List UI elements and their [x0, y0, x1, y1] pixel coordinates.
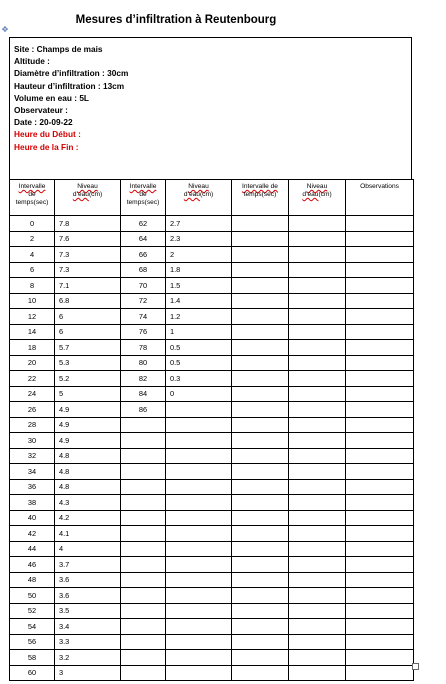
cell-niveau [289, 355, 346, 371]
cell-interval: 8 [10, 278, 55, 294]
cell-niveau: 4.1 [55, 526, 121, 542]
cell-interval: 68 [121, 262, 166, 278]
cell-niveau: 7.3 [55, 247, 121, 263]
cell-interval: 54 [10, 619, 55, 635]
cell-interval [232, 495, 289, 511]
cell-interval [232, 634, 289, 650]
info-line: Altitude : [14, 56, 50, 67]
cell-niveau: 0 [166, 386, 232, 402]
cell-interval: 64 [121, 231, 166, 247]
cell-niveau [166, 603, 232, 619]
cell-niveau: 1.2 [166, 309, 232, 325]
cell-interval [121, 619, 166, 635]
cell-niveau: 1.8 [166, 262, 232, 278]
header-interval-3: Intervalle de temps(sec) [232, 180, 289, 216]
cell-observations [346, 309, 414, 325]
cell-niveau: 7.3 [55, 262, 121, 278]
cell-niveau: 6 [55, 324, 121, 340]
header-interval-2: Intervalle de temps(sec) [121, 180, 166, 216]
cell-interval: 76 [121, 324, 166, 340]
cell-interval: 38 [10, 495, 55, 511]
cell-interval: 30 [10, 433, 55, 449]
cell-interval [232, 293, 289, 309]
cell-niveau [289, 526, 346, 542]
cell-observations [346, 495, 414, 511]
cell-observations [346, 402, 414, 418]
cell-interval [232, 510, 289, 526]
table-body [10, 216, 414, 681]
cell-niveau: 0.3 [166, 371, 232, 387]
cell-observations [346, 619, 414, 635]
cell-interval: 34 [10, 464, 55, 480]
cell-interval [232, 231, 289, 247]
cell-interval [232, 433, 289, 449]
cell-interval [121, 665, 166, 681]
cell-niveau: 1 [166, 324, 232, 340]
cell-interval [232, 417, 289, 433]
cell-interval [232, 216, 289, 232]
cell-interval [121, 634, 166, 650]
cell-niveau: 7.8 [55, 216, 121, 232]
cell-interval: 0 [10, 216, 55, 232]
cell-interval: 10 [10, 293, 55, 309]
cell-niveau: 4.9 [55, 433, 121, 449]
table-row [10, 216, 414, 232]
cell-niveau: 4.8 [55, 479, 121, 495]
table-row [10, 495, 414, 511]
cell-interval [232, 324, 289, 340]
cell-interval [232, 386, 289, 402]
table-row [10, 371, 414, 387]
table-header-row [10, 180, 414, 216]
table-row [10, 231, 414, 247]
cell-observations [346, 417, 414, 433]
cell-interval: 72 [121, 293, 166, 309]
table-row [10, 557, 414, 573]
cell-interval [232, 541, 289, 557]
cell-observations [346, 557, 414, 573]
cell-niveau [166, 402, 232, 418]
cell-niveau: 4.8 [55, 464, 121, 480]
cell-niveau [289, 464, 346, 480]
cell-interval: 24 [10, 386, 55, 402]
cell-interval: 50 [10, 588, 55, 604]
cell-observations [346, 634, 414, 650]
cell-niveau [289, 572, 346, 588]
table-row [10, 278, 414, 294]
cell-interval: 2 [10, 231, 55, 247]
cell-niveau: 7.6 [55, 231, 121, 247]
cell-niveau: 3.6 [55, 572, 121, 588]
cell-observations [346, 293, 414, 309]
cell-niveau [289, 324, 346, 340]
table-row [10, 588, 414, 604]
cell-niveau: 2 [166, 247, 232, 263]
cell-niveau: 4.8 [55, 448, 121, 464]
cell-interval: 52 [10, 603, 55, 619]
cell-niveau [289, 371, 346, 387]
cell-interval [232, 309, 289, 325]
cell-interval [121, 495, 166, 511]
cell-niveau: 2.7 [166, 216, 232, 232]
cell-observations [346, 603, 414, 619]
cell-niveau [289, 557, 346, 573]
cell-observations [346, 386, 414, 402]
cell-interval [121, 588, 166, 604]
table-row [10, 262, 414, 278]
cell-niveau [289, 650, 346, 666]
cell-niveau [166, 619, 232, 635]
cell-interval [121, 464, 166, 480]
header-interval-1: Intervalle de temps(sec) [10, 180, 55, 216]
cell-niveau [289, 278, 346, 294]
info-line: Heure de la Fin : [14, 141, 79, 152]
table-row [10, 433, 414, 449]
table-row [10, 247, 414, 263]
cell-interval: 22 [10, 371, 55, 387]
header-observations: Observations [346, 180, 414, 216]
table-row [10, 417, 414, 433]
cell-interval [232, 448, 289, 464]
cell-interval [121, 448, 166, 464]
cell-observations [346, 355, 414, 371]
cell-niveau [289, 603, 346, 619]
cell-observations [346, 371, 414, 387]
table-row [10, 603, 414, 619]
info-line: Heure du Début : [14, 129, 81, 140]
cell-interval: 12 [10, 309, 55, 325]
infiltration-table [9, 179, 414, 681]
table-row [10, 355, 414, 371]
cell-interval [121, 572, 166, 588]
cell-interval [232, 572, 289, 588]
header-niveau-2: Niveau d’eau(cm) [166, 180, 232, 216]
cell-niveau [289, 247, 346, 263]
cell-observations [346, 650, 414, 666]
cell-interval [232, 402, 289, 418]
cell-interval [121, 526, 166, 542]
cell-interval: 20 [10, 355, 55, 371]
cell-interval [232, 479, 289, 495]
cell-niveau [289, 619, 346, 635]
cell-niveau [289, 541, 346, 557]
cell-niveau: 2.3 [166, 231, 232, 247]
cell-niveau: 4.2 [55, 510, 121, 526]
cell-niveau: 4.3 [55, 495, 121, 511]
table-row [10, 293, 414, 309]
cell-niveau [289, 588, 346, 604]
cell-interval: 46 [10, 557, 55, 573]
cell-interval: 74 [121, 309, 166, 325]
cell-interval [232, 619, 289, 635]
cell-niveau [289, 402, 346, 418]
cell-interval [121, 433, 166, 449]
cell-interval [232, 557, 289, 573]
table-row [10, 386, 414, 402]
table-resize-handle[interactable] [412, 663, 419, 670]
cell-niveau [166, 634, 232, 650]
info-line: Diamètre d’infiltration : 30cm [14, 68, 129, 79]
cell-interval: 40 [10, 510, 55, 526]
cell-niveau [289, 309, 346, 325]
cell-niveau [289, 634, 346, 650]
cell-interval [121, 417, 166, 433]
cell-interval [121, 650, 166, 666]
cell-interval [121, 541, 166, 557]
cell-niveau [166, 572, 232, 588]
cell-observations [346, 464, 414, 480]
cell-observations [346, 572, 414, 588]
cell-interval: 60 [10, 665, 55, 681]
cell-niveau: 4.9 [55, 402, 121, 418]
cell-interval: 36 [10, 479, 55, 495]
table-row [10, 309, 414, 325]
cell-observations [346, 247, 414, 263]
info-line: Date : 20-09-22 [14, 117, 73, 128]
cell-niveau [289, 433, 346, 449]
cell-interval: 56 [10, 634, 55, 650]
cell-niveau [166, 588, 232, 604]
cell-niveau: 3 [55, 665, 121, 681]
table-row [10, 402, 414, 418]
table-row [10, 665, 414, 681]
cell-niveau [289, 495, 346, 511]
site-info-box [9, 37, 412, 180]
cell-interval: 6 [10, 262, 55, 278]
cell-observations [346, 541, 414, 557]
table-row [10, 510, 414, 526]
cell-niveau: 0.5 [166, 340, 232, 356]
cell-niveau [166, 433, 232, 449]
cell-niveau: 5.7 [55, 340, 121, 356]
cell-niveau: 5.3 [55, 355, 121, 371]
info-line: Site : Champs de mais [14, 44, 103, 54]
table-row [10, 526, 414, 542]
cell-niveau [289, 665, 346, 681]
table-row [10, 324, 414, 340]
cell-niveau: 4 [55, 541, 121, 557]
cell-niveau [166, 665, 232, 681]
document-title: Mesures d’infiltration à Reutenbourg [75, 14, 277, 26]
header-niveau-3: Niveau d’eau(cm) [289, 180, 346, 216]
cell-interval: 66 [121, 247, 166, 263]
cell-niveau [166, 448, 232, 464]
cell-niveau [289, 448, 346, 464]
cell-interval: 44 [10, 541, 55, 557]
cell-niveau: 5 [55, 386, 121, 402]
table-row [10, 619, 414, 635]
header-niveau-1: Niveau d’eau(cm) [55, 180, 121, 216]
cell-niveau [166, 541, 232, 557]
cell-interval: 18 [10, 340, 55, 356]
cell-niveau: 1.5 [166, 278, 232, 294]
cell-niveau [289, 231, 346, 247]
cell-interval: 70 [121, 278, 166, 294]
info-line: Observateur : [14, 105, 68, 116]
cell-niveau: 3.5 [55, 603, 121, 619]
cell-observations [346, 433, 414, 449]
cell-observations [346, 448, 414, 464]
cell-interval [232, 340, 289, 356]
cell-interval: 28 [10, 417, 55, 433]
cell-niveau [166, 495, 232, 511]
cell-interval [232, 355, 289, 371]
table-row [10, 448, 414, 464]
cell-niveau [289, 340, 346, 356]
cell-niveau [166, 479, 232, 495]
cell-niveau: 3.7 [55, 557, 121, 573]
cell-niveau [289, 510, 346, 526]
cell-niveau [289, 293, 346, 309]
cell-niveau [166, 417, 232, 433]
cell-interval [232, 588, 289, 604]
cell-interval [121, 479, 166, 495]
cell-niveau: 6.8 [55, 293, 121, 309]
cell-observations [346, 340, 414, 356]
cell-niveau [289, 262, 346, 278]
cell-interval [121, 557, 166, 573]
cell-interval [232, 526, 289, 542]
cell-interval: 84 [121, 386, 166, 402]
info-line: Volume en eau : 5L [14, 92, 89, 103]
cell-interval: 82 [121, 371, 166, 387]
table-row [10, 650, 414, 666]
info-line: Hauteur d’infiltration : 13cm [14, 80, 125, 91]
cell-interval [232, 247, 289, 263]
cell-observations [346, 216, 414, 232]
cell-niveau: 0.5 [166, 355, 232, 371]
cell-niveau [166, 464, 232, 480]
cell-observations [346, 665, 414, 681]
cell-niveau: 3.4 [55, 619, 121, 635]
table-move-handle-icon[interactable]: ✥ [1, 25, 9, 34]
cell-observations [346, 278, 414, 294]
cell-interval: 32 [10, 448, 55, 464]
cell-interval: 14 [10, 324, 55, 340]
cell-niveau: 4.9 [55, 417, 121, 433]
cell-interval: 42 [10, 526, 55, 542]
cell-niveau [289, 216, 346, 232]
cell-observations [346, 588, 414, 604]
cell-interval: 48 [10, 572, 55, 588]
cell-niveau: 3.2 [55, 650, 121, 666]
cell-interval: 62 [121, 216, 166, 232]
cell-niveau [166, 650, 232, 666]
table-row [10, 479, 414, 495]
cell-interval [232, 262, 289, 278]
cell-interval: 4 [10, 247, 55, 263]
cell-observations [346, 262, 414, 278]
cell-interval [232, 464, 289, 480]
cell-observations [346, 479, 414, 495]
cell-observations [346, 510, 414, 526]
table-row [10, 464, 414, 480]
cell-niveau: 7.1 [55, 278, 121, 294]
cell-interval [232, 278, 289, 294]
table-row [10, 340, 414, 356]
cell-niveau [166, 557, 232, 573]
cell-observations [346, 526, 414, 542]
cell-interval [232, 371, 289, 387]
table-row [10, 634, 414, 650]
cell-niveau: 6 [55, 309, 121, 325]
cell-interval: 78 [121, 340, 166, 356]
cell-interval [232, 650, 289, 666]
cell-interval [232, 665, 289, 681]
cell-niveau: 3.6 [55, 588, 121, 604]
cell-interval: 80 [121, 355, 166, 371]
cell-interval: 58 [10, 650, 55, 666]
cell-niveau [289, 479, 346, 495]
cell-observations [346, 324, 414, 340]
cell-interval: 26 [10, 402, 55, 418]
cell-niveau: 3.3 [55, 634, 121, 650]
cell-niveau [289, 386, 346, 402]
cell-niveau: 1.4 [166, 293, 232, 309]
cell-niveau [289, 417, 346, 433]
cell-niveau [166, 526, 232, 542]
cell-interval [232, 603, 289, 619]
cell-observations [346, 231, 414, 247]
cell-interval [121, 603, 166, 619]
table-row [10, 541, 414, 557]
cell-interval: 86 [121, 402, 166, 418]
cell-niveau: 5.2 [55, 371, 121, 387]
table-row [10, 572, 414, 588]
cell-interval [121, 510, 166, 526]
cell-niveau [166, 510, 232, 526]
